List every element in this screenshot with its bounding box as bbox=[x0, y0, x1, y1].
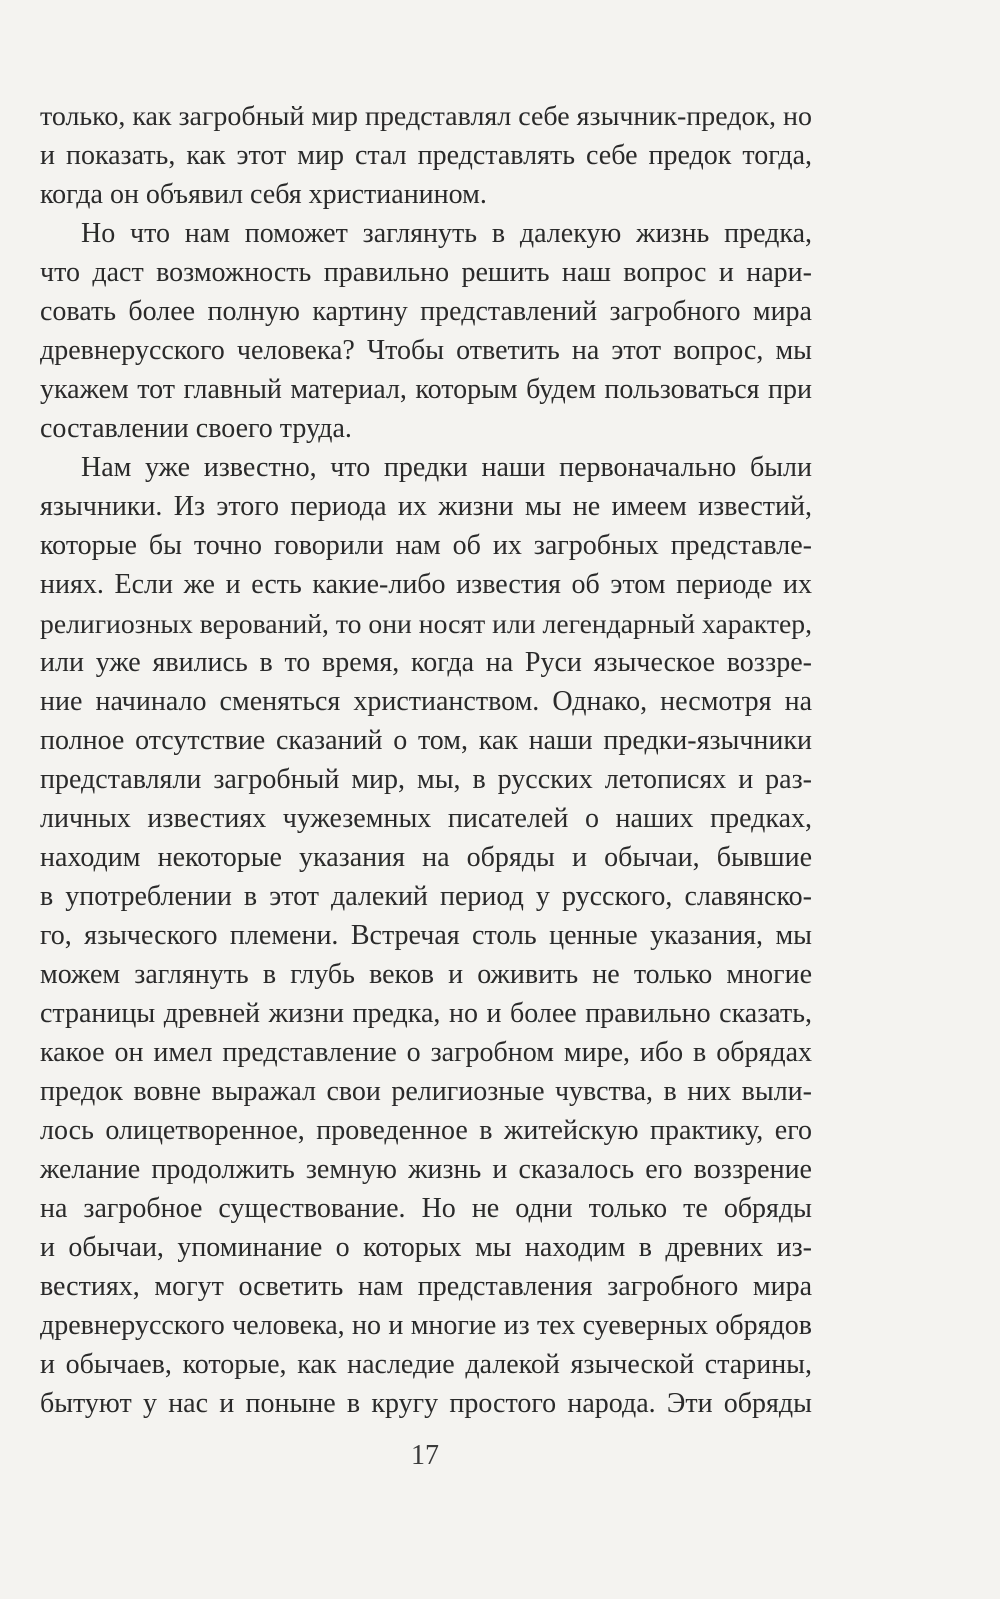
text-line: когда он объявил себя христианином. bbox=[40, 179, 487, 210]
text-line: личных известиях чужеземных писателей о наших предках, bbox=[40, 803, 812, 834]
text-line: религиозных верований, то они носят или легендарный характер, bbox=[40, 608, 812, 639]
text-line: лось олицетворенное, проведенное в житейскую практику, его bbox=[40, 1115, 812, 1146]
text-line: совать более полную картину представлений загробного мира bbox=[40, 296, 812, 327]
text-line: страницы древней жизни предка, но и более правильно сказать, bbox=[40, 998, 812, 1029]
text-line: и обычаи, упоминание о которых мы находим в древних из- bbox=[40, 1232, 812, 1263]
text-line: го, языческого племени. Встречая столь ценные указания, мы bbox=[40, 920, 812, 951]
text-line: ние начинало сменяться христианством. Однако, несмотря на bbox=[40, 686, 812, 717]
text-line: ниях. Если же и есть какие-либо известия об этом периоде их bbox=[40, 569, 812, 600]
text-line: представляли загробный мир, мы, в русских летописях и раз- bbox=[40, 764, 812, 795]
text-line: желание продолжить земную жизнь и сказалось его воззрение bbox=[40, 1154, 812, 1185]
page-number: 17 bbox=[411, 1440, 439, 1471]
text-line: Но что нам поможет заглянуть в далекую жизнь предка, bbox=[81, 218, 812, 249]
text-line: вестиях, могут осветить нам представления загробного мира bbox=[40, 1271, 812, 1302]
text-line: укажем тот главный материал, которым будем пользоваться при bbox=[40, 374, 812, 405]
text-line: составлении своего труда. bbox=[40, 413, 352, 444]
text-line: в употреблении в этот далекий период у русского, славянско- bbox=[40, 881, 812, 912]
text-line: и показать, как этот мир стал представлять себе предок тогда, bbox=[40, 140, 812, 171]
text-line: древнерусского человека, но и многие из тех суеверных обрядов bbox=[40, 1310, 812, 1341]
text-line: и обычаев, которые, как наследие далекой языческой старины, bbox=[40, 1349, 812, 1380]
text-line: или уже явились в то время, когда на Руси языческое воззре- bbox=[40, 647, 812, 678]
body-text bbox=[40, 97, 812, 1423]
text-line: можем заглянуть в глубь веков и оживить не только многие bbox=[40, 959, 812, 990]
text-line: полное отсутствие сказаний о том, как наши предки-язычники bbox=[40, 725, 812, 756]
text-line: на загробное существование. Но не одни только те обряды bbox=[40, 1193, 812, 1224]
text-line: язычники. Из этого периода их жизни мы не имеем известий, bbox=[40, 491, 812, 522]
text-line: находим некоторые указания на обряды и обычаи, бывшие bbox=[40, 842, 812, 873]
text-line: что даст возможность правильно решить наш вопрос и нари- bbox=[40, 257, 812, 288]
text-line: какое он имел представление о загробном мире, ибо в обрядах bbox=[40, 1037, 812, 1068]
text-line: бытуют у нас и поныне в кругу простого народа. Эти обряды bbox=[40, 1388, 812, 1419]
text-line: древнерусского человека? Чтобы ответить на этот вопрос, мы bbox=[40, 335, 812, 366]
text-line: предок вовне выражал свои религиозные чувства, в них выли- bbox=[40, 1076, 812, 1107]
text-line: Нам уже известно, что предки наши первоначально были bbox=[81, 452, 812, 483]
text-line: только, как загробный мир представлял себе язычник-предок, но bbox=[40, 101, 812, 132]
text-line: которые бы точно говорили нам об их загробных представле- bbox=[40, 530, 812, 561]
